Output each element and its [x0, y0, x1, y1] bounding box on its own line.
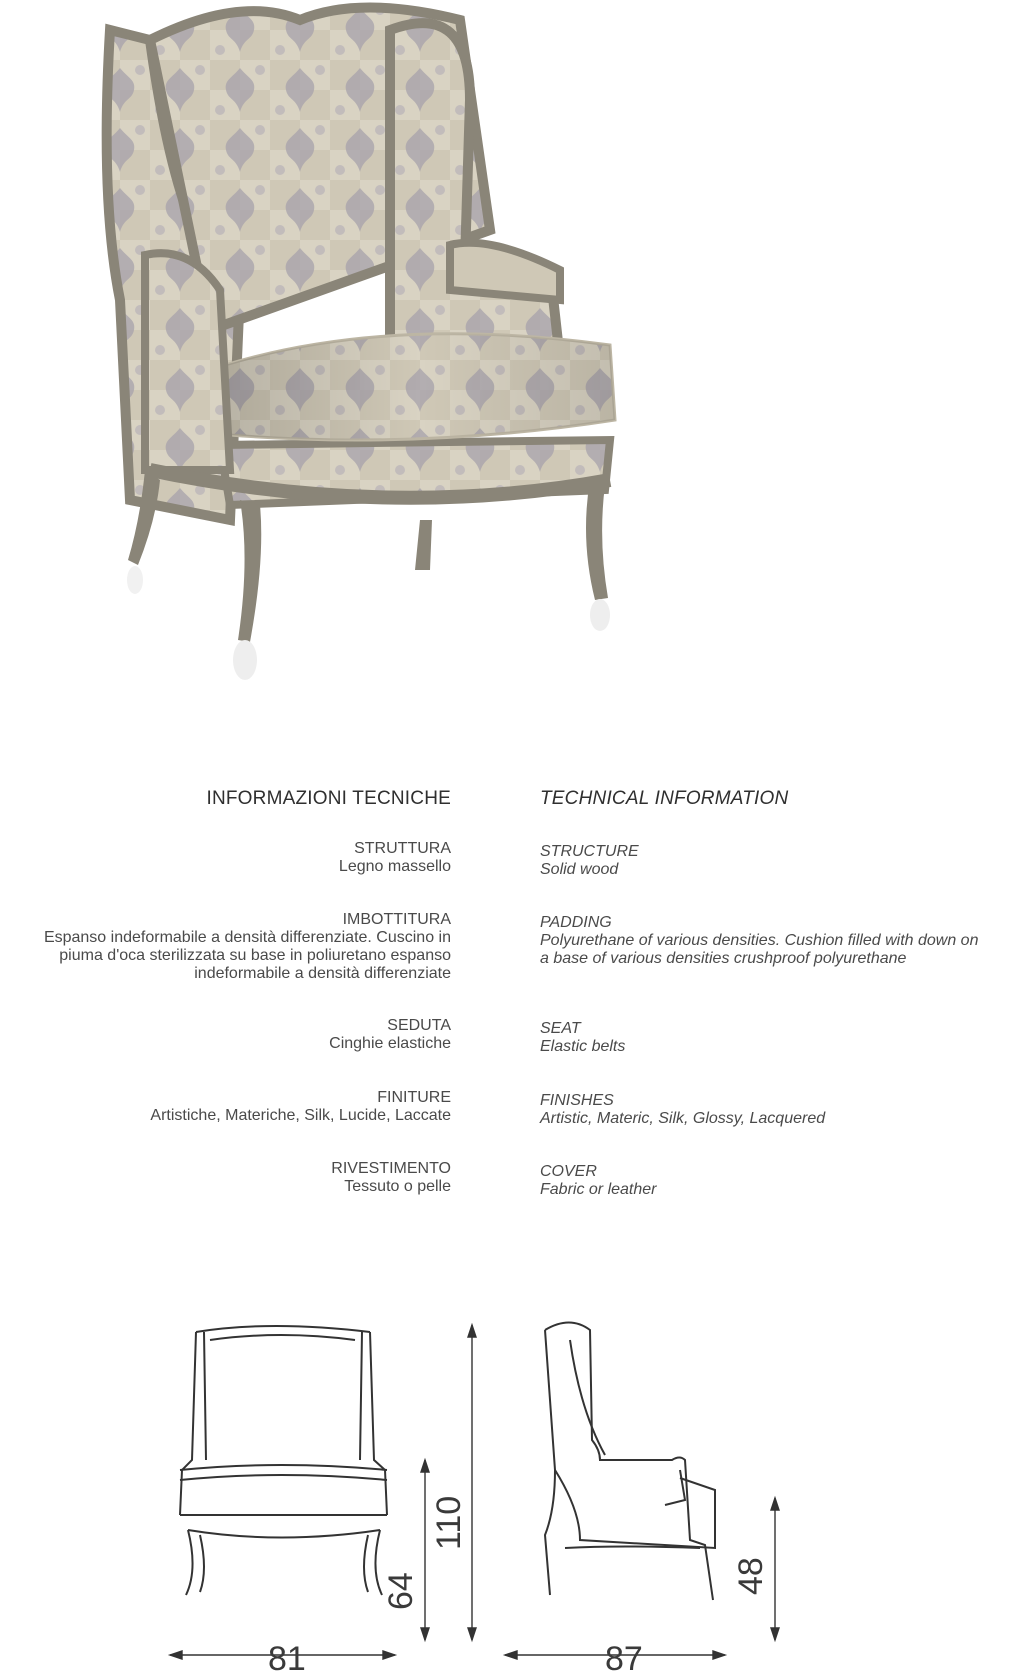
- en-section-finishes: [540, 1092, 1020, 1128]
- it-value: Cinghie elastiche: [329, 1035, 451, 1052]
- it-section-cover: [0, 1160, 451, 1196]
- it-section-padding: [0, 911, 451, 983]
- it-label: RIVESTIMENTO: [331, 1160, 451, 1177]
- it-heading-block: [0, 788, 451, 810]
- en-label: SEAT: [540, 1020, 581, 1037]
- it-label: SEDUTA: [387, 1017, 451, 1034]
- dim-front-width: 81: [268, 1640, 306, 1672]
- it-value: Artistiche, Materiche, Silk, Lucide, Laccate: [150, 1107, 451, 1124]
- dim-seat-height-side: 48: [732, 1557, 770, 1595]
- it-section-finishes: [0, 1089, 451, 1125]
- dim-seat-height-front: 64: [382, 1572, 420, 1610]
- en-value: a base of various densities crushproof polyurethane: [540, 950, 907, 967]
- it-value: Legno massello: [338, 858, 451, 875]
- en-value: Elastic belts: [540, 1038, 626, 1055]
- it-value: Espanso indeformabile a densità differenziate. Cuscino in: [43, 929, 451, 946]
- it-value: indeformabile a densità differenziate: [194, 965, 451, 982]
- en-section-seat: [540, 1020, 1020, 1056]
- en-heading-block: [540, 788, 1020, 810]
- en-value: Artistic, Materic, Silk, Glossy, Lacquered: [540, 1110, 826, 1127]
- it-section-structure: [0, 840, 451, 876]
- it-value: Tessuto o pelle: [344, 1178, 451, 1195]
- en-section-padding: [540, 914, 1020, 968]
- dim-total-height: 110: [430, 1495, 468, 1550]
- dim-side-depth: 87: [605, 1640, 643, 1672]
- en-label: COVER: [540, 1163, 597, 1180]
- en-label: PADDING: [540, 914, 612, 931]
- it-heading: INFORMAZIONI TECNICHE: [206, 788, 451, 809]
- en-value: Polyurethane of various densities. Cushion filled with down on: [540, 932, 979, 949]
- en-value: Fabric or leather: [540, 1181, 657, 1198]
- en-value: Solid wood: [540, 861, 619, 878]
- en-label: FINISHES: [540, 1092, 614, 1109]
- it-section-seat: [0, 1017, 451, 1053]
- en-heading: TECHNICAL INFORMATION: [540, 788, 789, 809]
- it-value: piuma d'oca sterilizzata su base in poliuretano espanso: [59, 947, 451, 964]
- dimension-drawings: [160, 1310, 860, 1672]
- en-section-cover: [540, 1163, 1020, 1199]
- it-label: FINITURE: [377, 1089, 451, 1106]
- en-label: STRUCTURE: [540, 843, 639, 860]
- it-label: STRUTTURA: [354, 840, 451, 857]
- front-view-drawing: [180, 1323, 715, 1601]
- armchair-photo: [90, 0, 680, 720]
- it-label: IMBOTTITURA: [342, 911, 451, 928]
- en-section-structure: [540, 843, 1020, 879]
